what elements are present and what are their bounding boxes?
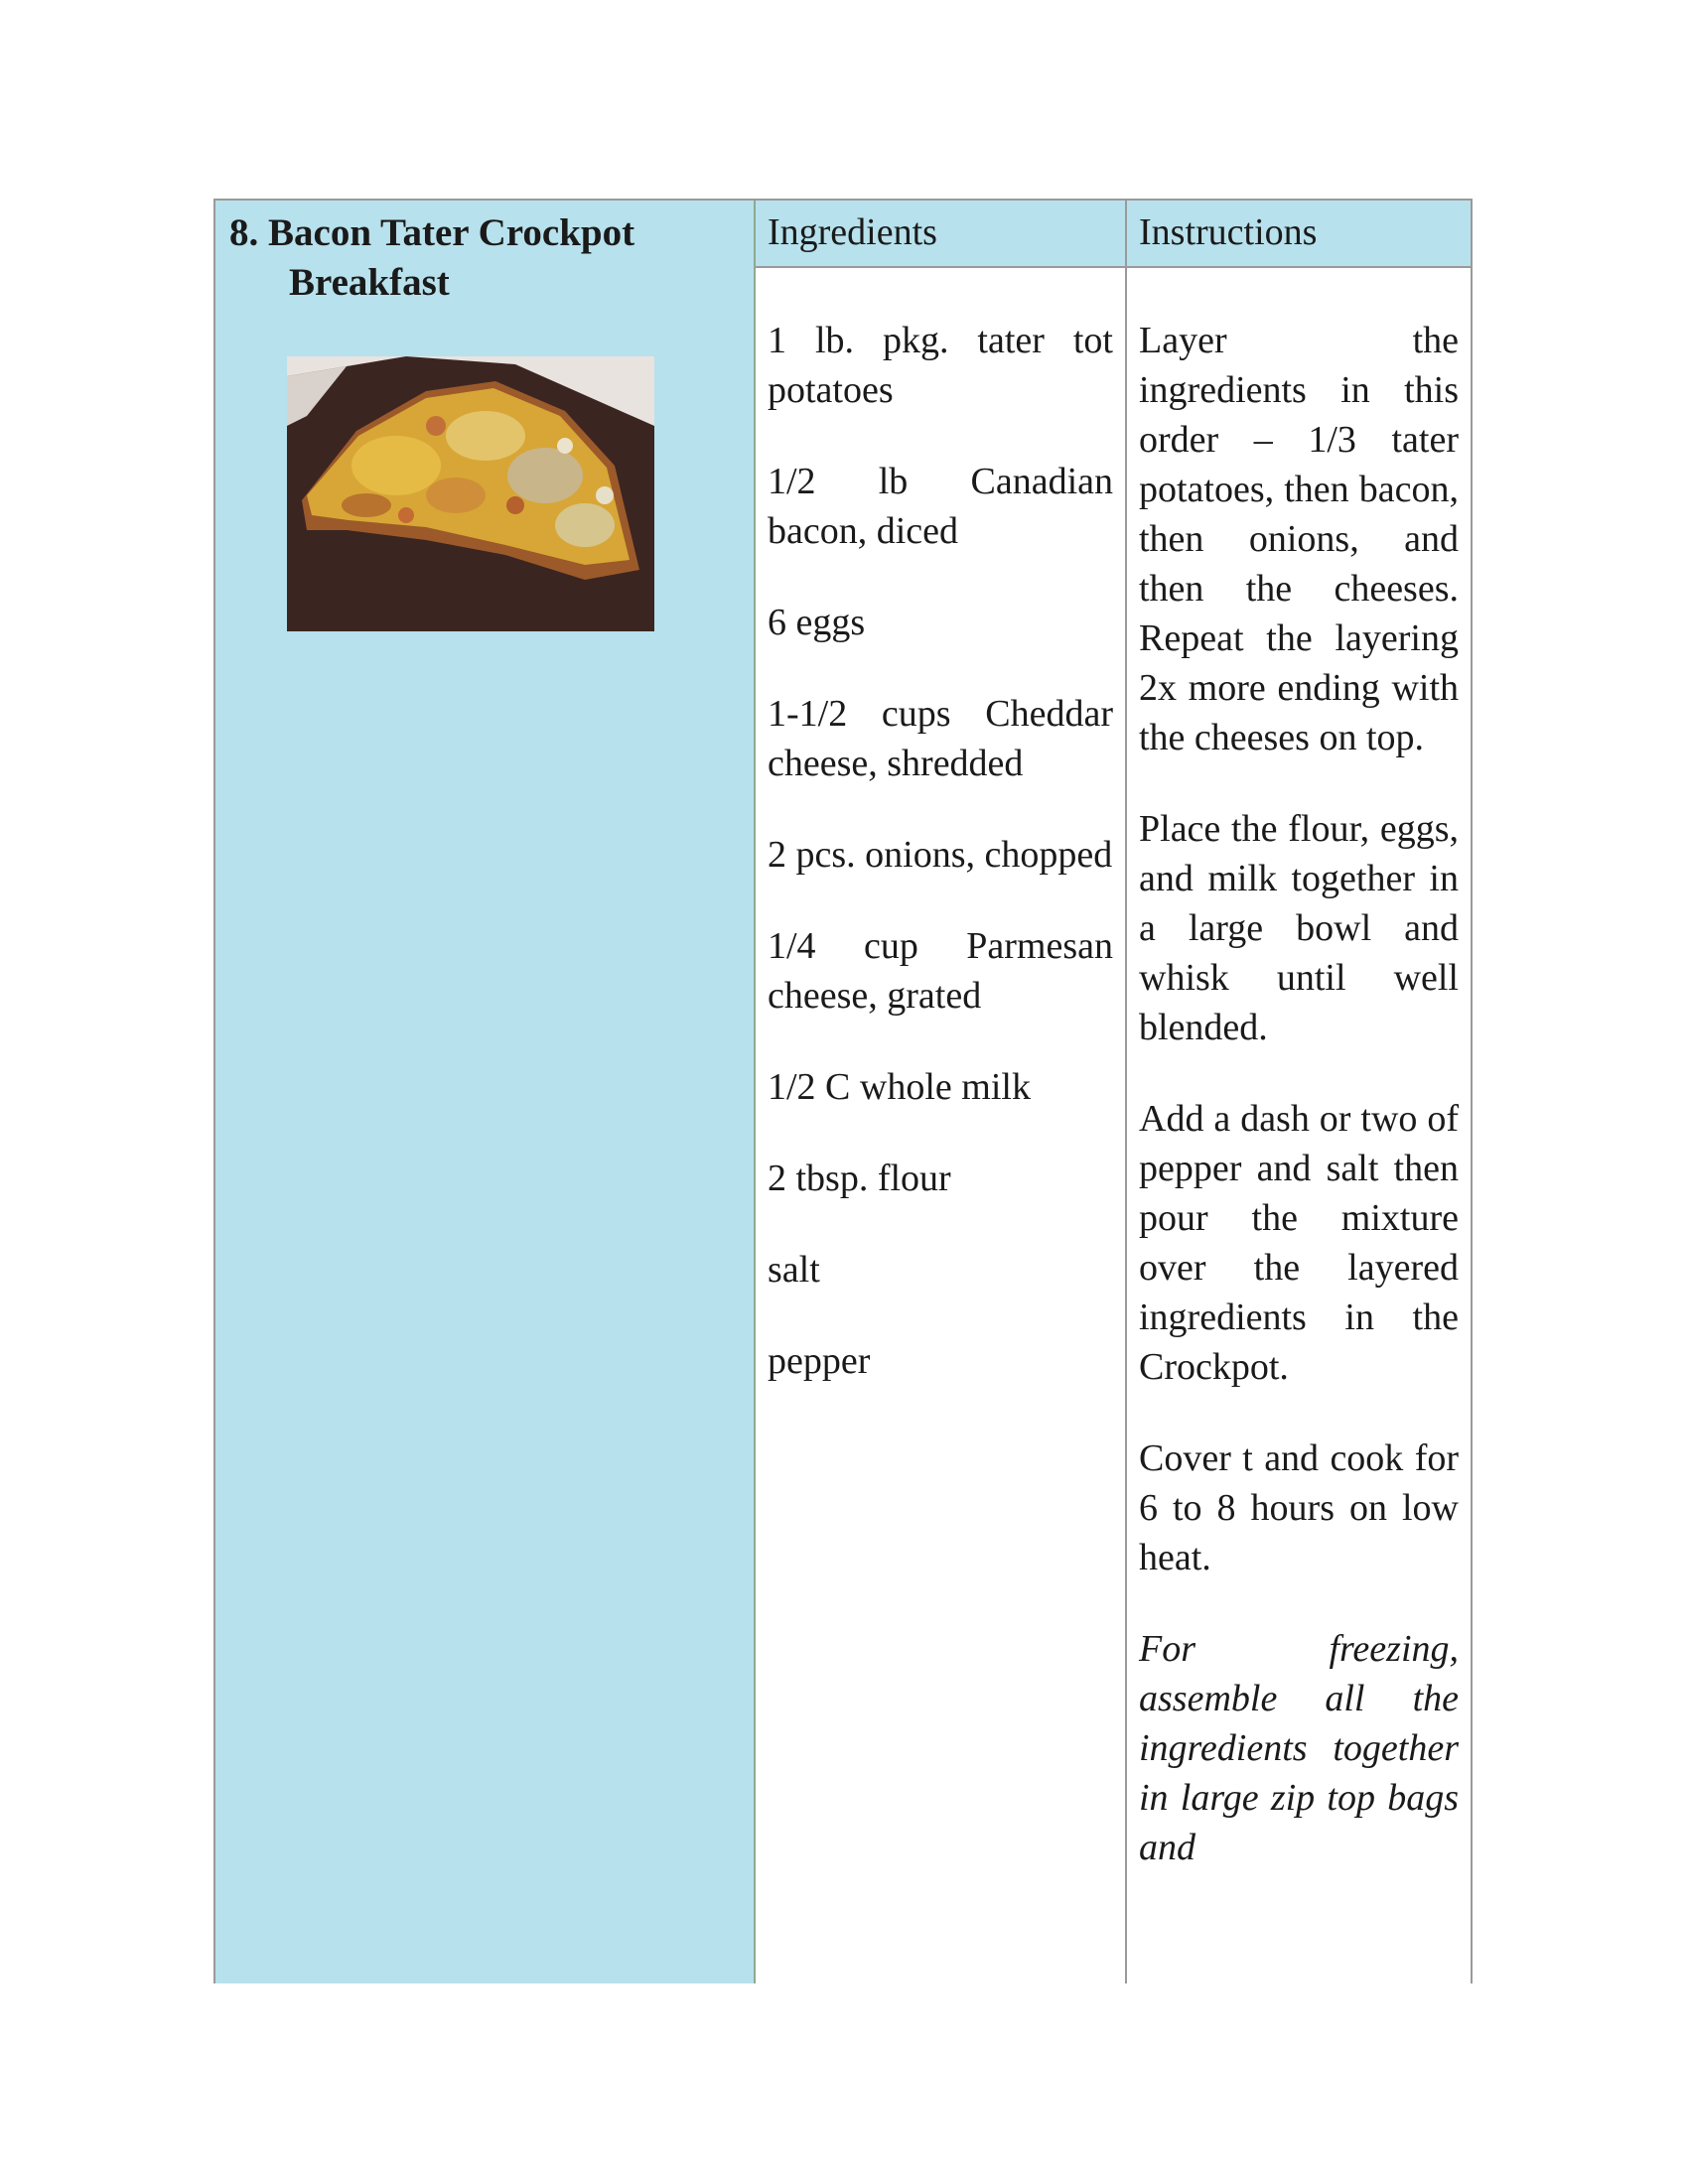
recipe-title [215, 201, 754, 308]
ingredient-item: 2 pcs. onions, chopped [768, 834, 1113, 876]
ingredient-item: 6 eggs [768, 602, 866, 643]
ingredient-item: 1-1/2 cups Cheddar cheese, shredded [768, 693, 1113, 784]
ingredient-item: 1/2 lb Canadian bacon, diced [768, 461, 1113, 552]
casserole-photo [287, 356, 654, 631]
ingredients-column [756, 201, 1127, 1983]
ingredient-item: pepper [768, 1340, 871, 1382]
ingredient-item: 1 lb. pkg. tater tot potatoes [768, 320, 1113, 411]
instructions-list [1127, 268, 1471, 1872]
ingredient-item: 2 tbsp. flour [768, 1158, 951, 1199]
instructions-header: Instructions [1127, 201, 1471, 268]
casserole-photo-icon [287, 356, 654, 631]
freezing-note: For freezing, assemble all the ingredients together in large zip top bags and [1139, 1628, 1459, 1868]
instruction-step: Cover t and cook for 6 to 8 hours on low heat. [1139, 1437, 1459, 1578]
recipe-title-line1: 8. Bacon Tater Crockpot [229, 211, 635, 254]
ingredient-item: 1/2 C whole milk [768, 1066, 1031, 1108]
ingredients-header: Ingredients [756, 201, 1125, 268]
recipe-title-column [215, 201, 756, 1983]
instruction-step: Layer the ingredients in this order – 1/3 tater potatoes, then bacon, then onions, and then the cheeses. Repeat the layering 2x more ending with the cheeses on top. [1139, 320, 1459, 758]
ingredient-item: 1/4 cup Parmesan cheese, grated [768, 925, 1113, 1017]
recipe-table [213, 199, 1473, 1983]
instruction-step: Place the flour, eggs, and milk together in a large bowl and whisk until well blended. [1139, 808, 1459, 1048]
recipe-title-line2: Breakfast [289, 261, 450, 304]
ingredients-list [756, 268, 1125, 1386]
instructions-column [1127, 201, 1471, 1983]
ingredient-item: salt [768, 1249, 820, 1291]
instruction-step: Add a dash or two of pepper and salt then pour the mixture over the layered ingredients in the Crockpot. [1139, 1098, 1459, 1388]
